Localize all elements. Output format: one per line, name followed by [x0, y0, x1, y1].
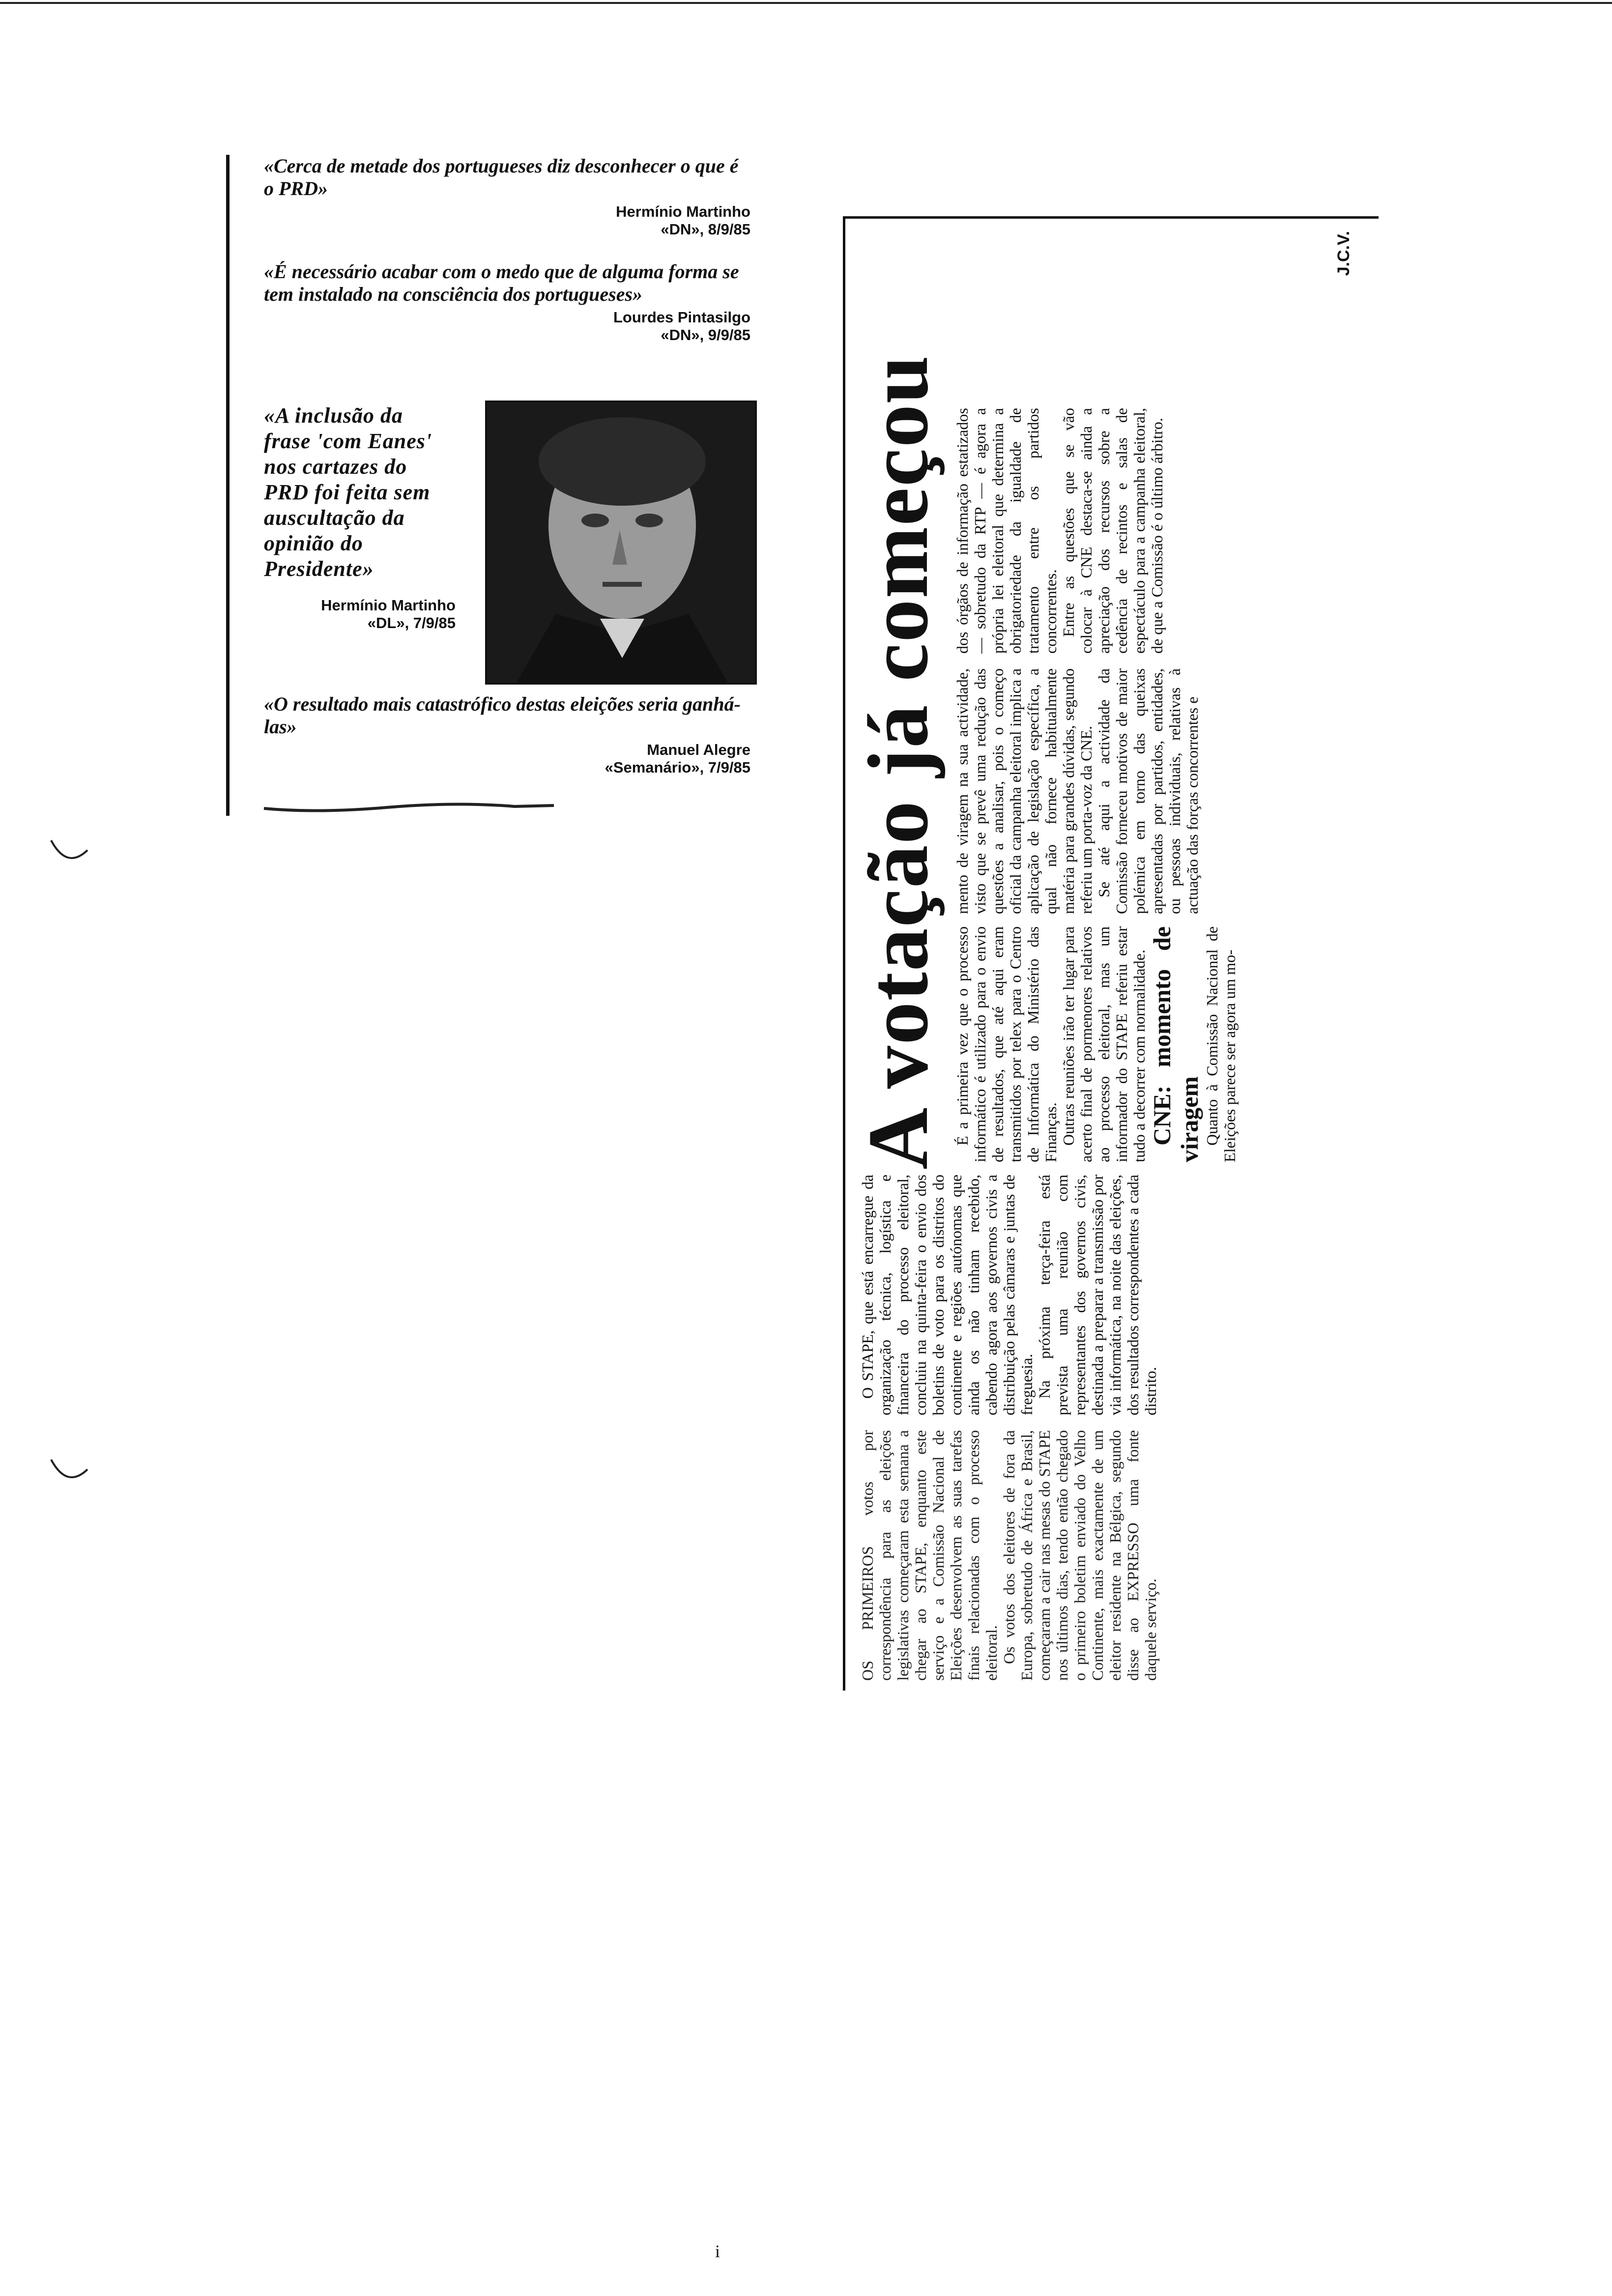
quote-source: «Semanário», 7/9/85 — [604, 759, 750, 776]
page-top-rule — [0, 2, 1612, 4]
quote-text: «É necessário acabar com o medo que de alguma forma se tem instalado na consciência dos portugueses» — [264, 260, 739, 305]
punch-hole-mark — [47, 835, 91, 870]
quote-author-name: Hermínio Martinho — [321, 597, 456, 614]
article-column-4 — [953, 668, 1201, 914]
quote-author-name: Lourdes Pintasilgo — [613, 309, 750, 326]
portrait-photo — [485, 401, 757, 685]
paragraph: Quanto à Comissão Nacional de Eleições parece ser agora um mo- — [1203, 926, 1238, 1162]
quote-author-name: Manuel Alegre — [647, 741, 750, 758]
quote-author — [264, 741, 750, 776]
paragraph: Os votos dos eleitores de fora da Europa, sobretudo de África e Brasil, começaram a cair nas mesas do STAPE nos últimos dias, tendo então chegado o primeiro boletim enviado do Velho Continente, mais exactamente de um eleitor residente na Bélgica, segundo disse ao EXPRESSO uma fonte daquele serviço. — [1000, 1430, 1159, 1681]
quote-source: «DN», 9/9/85 — [661, 326, 750, 344]
article — [843, 216, 1379, 1691]
article-column-5 — [953, 408, 1166, 654]
article-rule — [843, 216, 845, 1691]
paragraph: Se até aqui a actividade da Comissão forneceu motivos de maior polémica em torno das queixas apresentadas por partidos, entidades, ou pessoas individuais, relativas à actuação das forças concorrentes e — [1095, 668, 1201, 914]
article-rotated — [843, 216, 1379, 1691]
quote-text: «Cerca de metade dos portugueses diz desconhecer o que é o PRD» — [264, 155, 739, 200]
article-column-2 — [859, 1175, 1159, 1415]
punch-hole-mark — [47, 1455, 91, 1489]
quote-author — [264, 203, 750, 238]
quote-text: «O resultado mais catastrófico destas eleições seria ganhá-las» — [264, 693, 741, 738]
article-column-3 — [953, 926, 1238, 1162]
quote-author — [264, 309, 750, 344]
quote-author-name: Hermínio Martinho — [616, 203, 750, 220]
paragraph: mento de viragem na sua actividade, visto que se prevê uma redução das questões a analisar, pois o começo oficial da campanha eleitoral implica a aplicação de legislação específica, a qual não fornece habitualmente matéria para grandes dúvidas, segundo referiu um porta-voz da CNE. — [953, 668, 1095, 914]
portrait-image — [487, 402, 755, 683]
quote-author — [264, 597, 456, 632]
paragraph: Na próxima terça-feira está prevista uma reunião com representantes dos governos civis, destinada a preparar a transmissão por via informática, na noite das eleições, dos resultados correspondentes a cada distrito. — [1036, 1175, 1159, 1415]
paragraph: OS PRIMEIROS votos por correspondência para as eleições legislativas começaram esta semana a chegar ao STAPE, enquanto este serviço e a Comissão Nacional de Eleições desenvolvem as suas tarefas finais relacionadas com o processo eleitoral. — [859, 1430, 1000, 1681]
quotes-box — [226, 155, 758, 816]
quote-source: «DL», 7/9/85 — [367, 614, 456, 631]
article-headline: A votação já começou — [850, 354, 946, 1170]
box-bottom-scribble — [259, 794, 701, 813]
quote-2 — [264, 260, 750, 344]
article-signature: J.C.V. — [1334, 231, 1353, 276]
paragraph: O STAPE, que está encarregue da organização técnica, logística e financeira do processo eleitoral, concluiu na quinta-feira o envio dos boletins de voto para os distritos do continente e regiões autónomas que ainda os não tinham recebido, cabendo agora aos governos civis a distribuição pelas câmaras e juntas de freguesia. — [859, 1175, 1036, 1415]
paragraph: Entre as questões que se vão colocar à CNE destaca-se ainda a apreciação dos recursos sobre a cedência de recintos e salas de espectáculo para a campanha eleitoral, de que a Comissão é o último árbitro. — [1060, 408, 1166, 654]
paragraph: Outras reuniões irão ter lugar para acerto final de pormenores relativos ao processo eleitoral, mas um informador do STAPE referiu estar tudo a decorrer com normalidade. — [1060, 926, 1148, 1162]
page-number: i — [715, 2241, 720, 2261]
quote-1 — [264, 155, 750, 238]
article-end-rule — [843, 216, 1379, 219]
quote-source: «DN», 8/9/85 — [661, 221, 750, 238]
paragraph: dos órgãos de informação estatizados — sobretudo da RTP — é agora a própria lei eleitoral que determina a obrigatoriedade da igualdade de tratamento entre os partidos concorrentes. — [953, 408, 1060, 654]
paragraph: É a primeira vez que o processo informático é utilizado para o envio de resultados, que até aqui eram transmitidos por telex para o Centro de Informática do Ministério das Finanças. — [953, 926, 1060, 1162]
article-subhead: CNE: momento de viragem — [1148, 926, 1203, 1162]
quote-4 — [264, 693, 750, 776]
quote-3 — [264, 403, 456, 632]
article-column-1 — [859, 1430, 1159, 1681]
quote-text: «A inclusão da frase 'com Eanes' nos cartazes do PRD foi feita sem auscultação da opinião do Presidente» — [264, 403, 432, 581]
